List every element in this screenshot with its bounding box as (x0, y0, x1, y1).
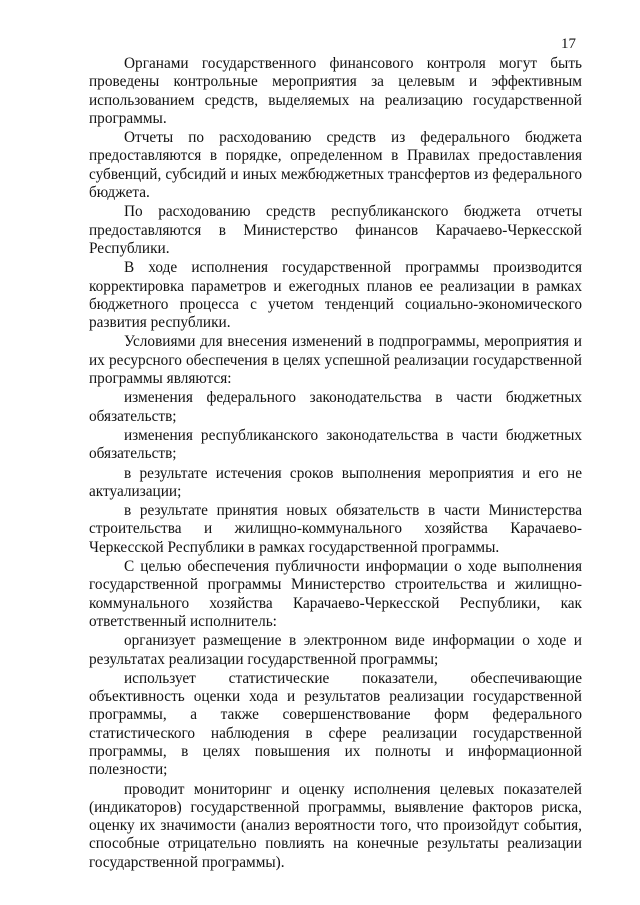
paragraph-program-adjustment: В ходе исполнения государственной программы производится корректировка параметров и ежегодных планов ее реализации в рамках бюджетного процесса с учетом тенденций социально-экономического развития республики. (89, 259, 582, 332)
paragraph-change-conditions: Условиями для внесения изменений в подпрограммы, мероприятия и их ресурсного обеспечения в целях успешной реализации государственной программы являются: (89, 333, 582, 388)
list-item-new-obligations: в результате принятия новых обязательств в части Министерства строительства и жилищно-коммунального хозяйства Карачаево-Черкесской Республики в рамках государственной программы. (89, 502, 582, 556)
document-body (89, 55, 582, 873)
list-item-monitoring: проводит мониторинг и оценку исполнения целевых показателей (индикаторов) государственной программы, выявление факторов риска, оценку их значимости (анализ вероятности того, что произойдут события, способные отрицательно повлиять на конечные результаты реализации государственной программы). (89, 780, 582, 871)
paragraph-publicity: С целью обеспечения публичности информации о ходе выполнения государственной программы Министерство строительства и жилищно-коммунального хозяйства Карачаево-Черкесской Республики, как ответственный исполнитель: (89, 558, 582, 630)
list-item-deadline-expiry: в результате истечения сроков выполнения мероприятия и его не актуализации; (89, 464, 582, 500)
paragraph-republican-reports: По расходованию средств республиканского бюджета отчеты предоставляются в Министерство финансов Карачаево-Черкесской Республики. (89, 203, 582, 257)
list-item-federal-law: изменения федерального законодательства в части бюджетных обязательств; (89, 389, 582, 425)
page-number: 17 (561, 36, 576, 52)
paragraph-federal-reports: Отчеты по расходованию средств из федерального бюджета предоставляются в порядке, определенном в Правилах предоставления субвенций, субсидий и иных межбюджетных трансфертов из федерального бюджета. (89, 129, 582, 202)
list-item-electronic-publication: организует размещение в электронном виде информации о ходе и результатах реализации государственной программы; (89, 632, 582, 668)
list-item-statistical-indicators: использует статистические показатели, обеспечивающие объективность оценки хода и результатов реализации государственной программы, а также совершенствование форм федерального статистического наблюдения в сфере реализации государственной программы, в целях повышения их полноты и информационной полезности; (89, 669, 582, 779)
list-item-republican-law: изменения республиканского законодательства в части бюджетных обязательств; (89, 426, 582, 463)
paragraph-control-measures: Органами государственного финансового контроля могут быть проведены контрольные мероприятия за целевым и эффективным использованием средств, выделяемых на реализацию государственной программы. (89, 55, 582, 127)
